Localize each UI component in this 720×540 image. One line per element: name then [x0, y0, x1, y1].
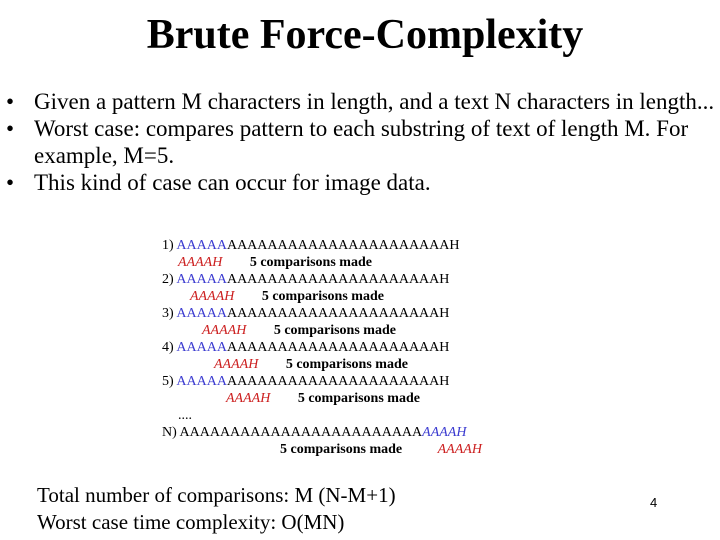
bullet-dot: •	[6, 89, 15, 114]
text-match-segment: AAAAA	[176, 374, 227, 389]
comparison-note: 5 comparisons made	[273, 323, 396, 338]
text-rest-segment: AAAAAAAAAAAAAAAAAAAAAAAA	[179, 425, 423, 440]
pattern-text: AAAAH	[202, 323, 247, 338]
comparison-note: 5 comparisons made	[261, 289, 384, 304]
summary-line: Total number of comparisons: M (N-M+1)	[37, 483, 396, 507]
text-rest-segment: AAAAAAAAAAAAAAAAAAAAAH	[226, 272, 450, 287]
text-rest-segment: AAAAAAAAAAAAAAAAAAAAAH	[226, 306, 450, 321]
pattern-text: AAAAH	[437, 442, 482, 457]
pattern-text: AAAAH	[190, 289, 235, 304]
pattern-text: AAAAH	[214, 357, 259, 372]
comparison-figure	[162, 238, 502, 460]
comparison-note: 5 comparisons made	[249, 255, 372, 270]
text-line	[162, 374, 449, 390]
pattern-line	[214, 357, 408, 373]
row-prefix: 4)	[162, 340, 177, 355]
bullet-item	[0, 115, 720, 169]
bullet-text: Given a pattern M characters in length, and a text N characters in length...	[34, 89, 715, 114]
row-prefix: 5)	[162, 374, 177, 389]
text-line	[162, 272, 449, 288]
summary-line: Worst case time complexity: O(MN)	[37, 510, 345, 534]
ellipsis: ....	[178, 408, 192, 423]
text-match-segment: AAAAH	[422, 425, 467, 440]
text-match-segment: AAAAA	[176, 340, 227, 355]
text-match-segment: AAAAA	[176, 272, 227, 287]
text-line	[162, 425, 466, 441]
pattern-line	[190, 289, 384, 305]
slide-title: Brute Force-Complexity	[146, 12, 584, 58]
summary-block	[37, 482, 396, 536]
page-number: 4	[650, 495, 658, 510]
pattern-text: AAAAH	[178, 255, 223, 270]
bullet-text: This kind of case can occur for image data.	[34, 170, 431, 195]
pattern-line	[178, 255, 372, 271]
comparison-note: 5 comparisons made	[285, 357, 408, 372]
row-prefix: 1)	[162, 238, 177, 253]
text-rest-segment: AAAAAAAAAAAAAAAAAAAAAAH	[226, 238, 460, 253]
bullet-list	[0, 88, 720, 196]
bullet-item	[0, 88, 720, 115]
bullet-dot: •	[6, 116, 15, 141]
comparison-note: 5 comparisons made	[280, 442, 403, 457]
pattern-line	[226, 391, 420, 407]
text-rest-segment: AAAAAAAAAAAAAAAAAAAAAH	[226, 340, 450, 355]
bullet-item	[0, 169, 720, 196]
row-prefix: N)	[162, 425, 180, 440]
pattern-line	[202, 323, 396, 339]
row-prefix: 3)	[162, 306, 177, 321]
text-match-segment: AAAAA	[176, 238, 227, 253]
pattern-line	[280, 442, 482, 458]
text-line	[162, 340, 449, 356]
text-line	[162, 238, 460, 254]
bullet-dot: •	[6, 170, 15, 195]
text-line	[162, 306, 449, 322]
text-rest-segment: AAAAAAAAAAAAAAAAAAAAAH	[226, 374, 450, 389]
pattern-text: AAAAH	[226, 391, 271, 406]
comparison-note: 5 comparisons made	[297, 391, 420, 406]
text-match-segment: AAAAA	[176, 306, 227, 321]
bullet-text: Worst case: compares pattern to each substring of text of length M. For example, M=5.	[34, 116, 689, 168]
row-prefix: 2)	[162, 272, 177, 287]
